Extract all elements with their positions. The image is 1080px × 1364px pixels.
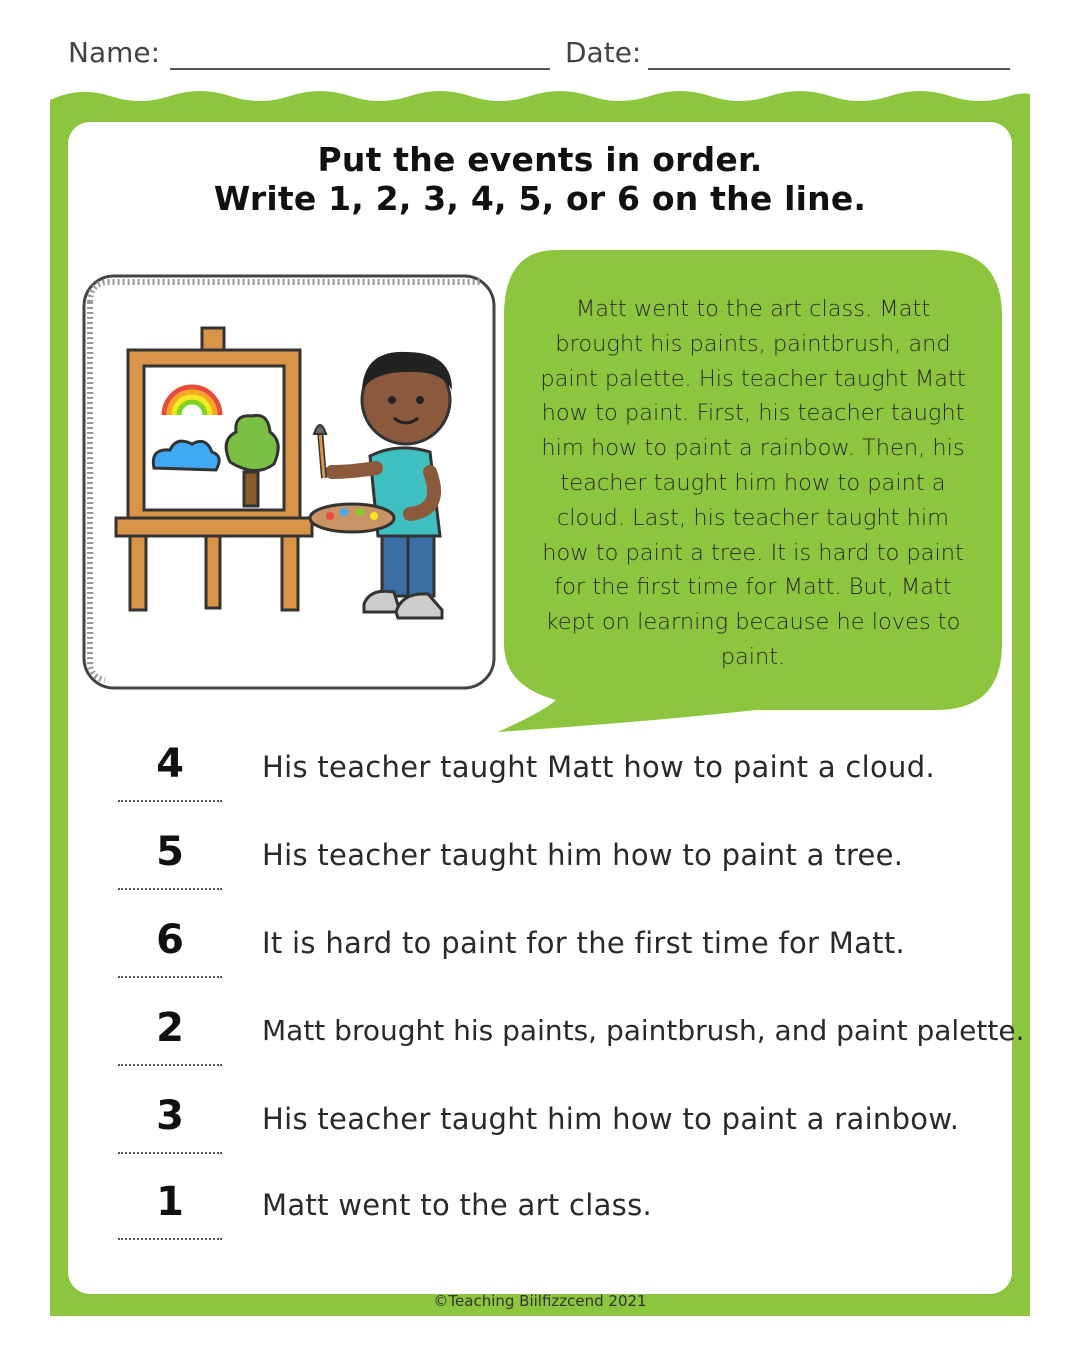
worksheet-header bbox=[68, 30, 1013, 80]
event-row bbox=[118, 738, 1018, 808]
event-row bbox=[118, 914, 1018, 984]
event-number[interactable]: 4 bbox=[156, 741, 184, 787]
answer-line bbox=[118, 888, 222, 890]
event-text: Matt went to the art class. bbox=[262, 1188, 653, 1222]
title-line-1: Put the events in order. bbox=[317, 140, 763, 179]
name-label: Name: bbox=[68, 36, 161, 69]
answer-line bbox=[118, 1238, 222, 1240]
event-row bbox=[118, 826, 1018, 896]
name-field[interactable] bbox=[170, 68, 550, 70]
event-row bbox=[118, 1002, 1025, 1072]
title-line-2: Write 1, 2, 3, 4, 5, or 6 on the line. bbox=[213, 179, 867, 218]
event-number[interactable]: 2 bbox=[156, 1005, 184, 1051]
date-label: Date: bbox=[565, 36, 642, 69]
answer-line bbox=[118, 1064, 222, 1066]
boy-painting-illustration bbox=[80, 272, 500, 692]
event-number[interactable]: 6 bbox=[156, 917, 184, 963]
page-title bbox=[68, 140, 1012, 218]
answer-line bbox=[118, 1152, 222, 1154]
date-field[interactable] bbox=[648, 68, 1010, 70]
story-text: Matt went to the art class. Matt brought his paints, paintbrush, and paint palette. His teacher taught Matt how to paint. First, his teacher taught him how to paint a rainbow. Then, his teacher taught him how to paint a cloud. Last, his teacher taught him how to paint a tree. It is hard to paint for the first time for Matt. But, Matt kept on learning because he loves to paint. bbox=[540, 296, 966, 670]
event-text: His teacher taught him how to paint a rainbow. bbox=[262, 1102, 960, 1136]
event-text: Matt brought his paints, paintbrush, and paint palette. bbox=[262, 1014, 1025, 1047]
event-text: His teacher taught Matt how to paint a cloud. bbox=[262, 750, 935, 784]
event-number[interactable]: 1 bbox=[156, 1179, 184, 1225]
event-text: It is hard to paint for the first time for Matt. bbox=[262, 926, 906, 960]
copyright-footer: ©Teaching Biilfizzcend 2021 bbox=[433, 1292, 647, 1310]
answer-line bbox=[118, 800, 222, 802]
event-number[interactable]: 5 bbox=[156, 829, 184, 875]
event-number[interactable]: 3 bbox=[156, 1093, 184, 1139]
event-text: His teacher taught him how to paint a tree. bbox=[262, 838, 904, 872]
event-row bbox=[118, 1176, 1018, 1246]
answer-line bbox=[118, 976, 222, 978]
event-row bbox=[118, 1090, 1018, 1160]
